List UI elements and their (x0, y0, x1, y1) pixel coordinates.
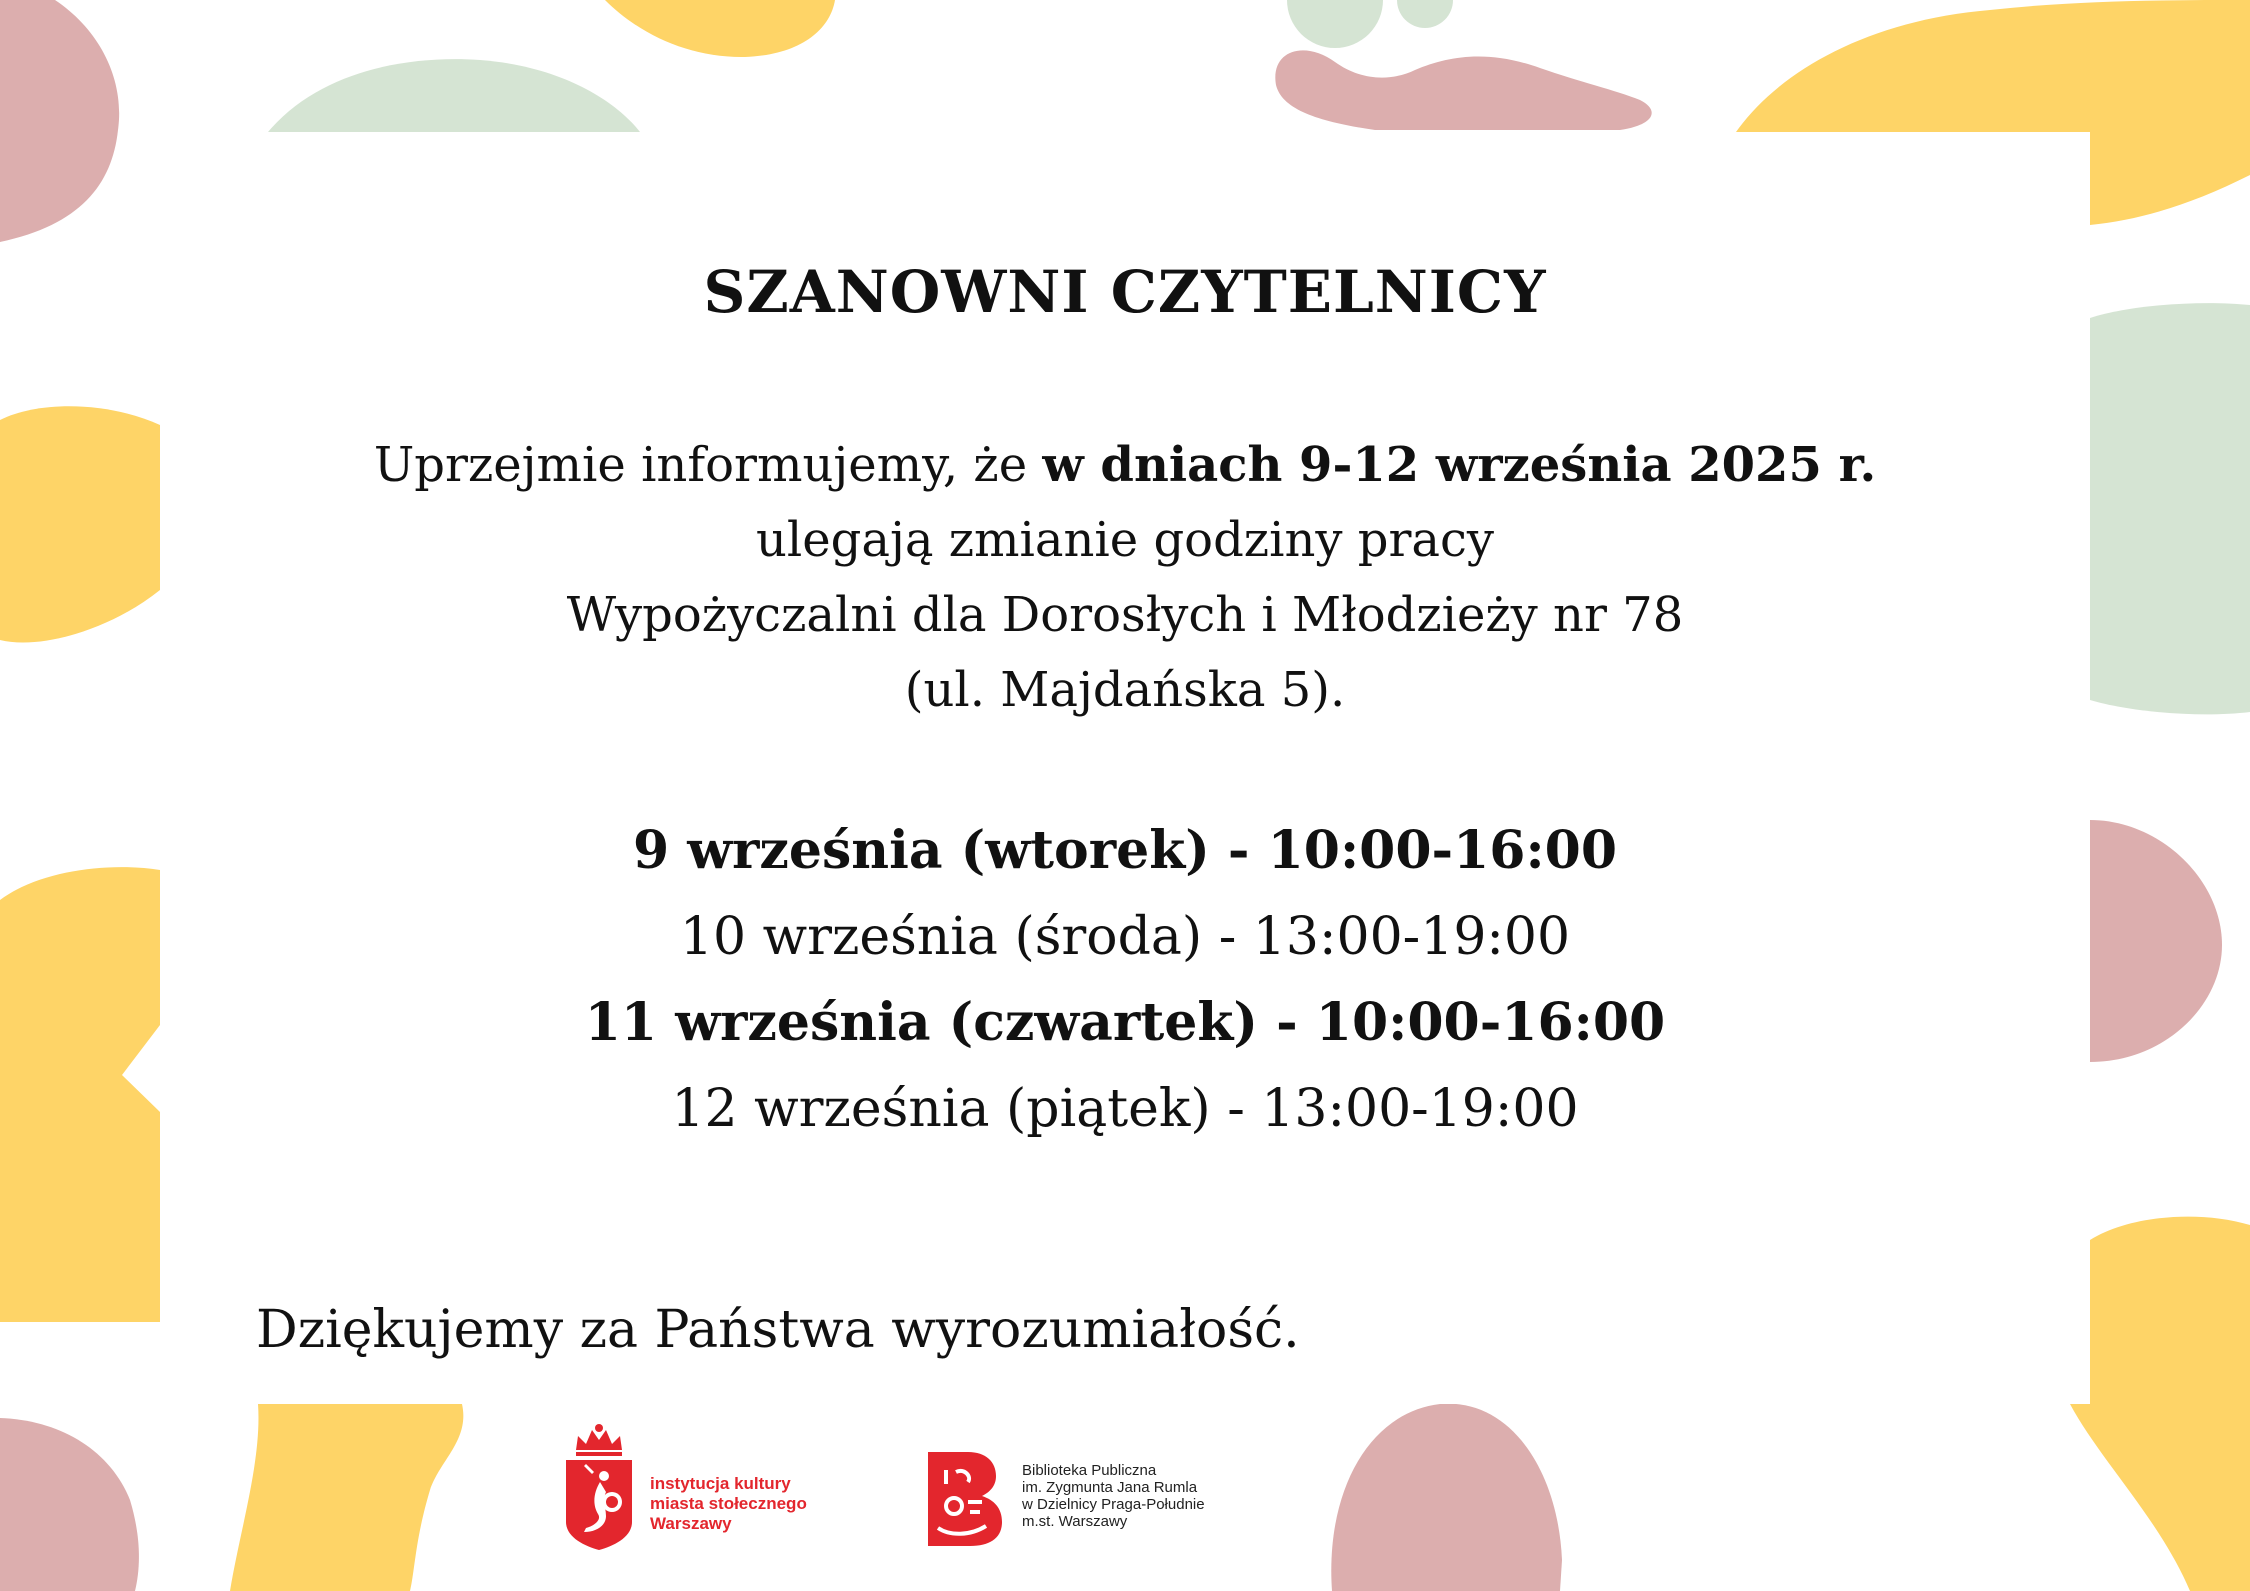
warsaw-coat-of-arms-icon (564, 1422, 634, 1552)
library-logo-line: m.st. Warszawy (1022, 1513, 1128, 1530)
library-b-logo-icon (924, 1448, 1004, 1548)
warsaw-logo-line: instytucja kultury (650, 1474, 791, 1493)
notice-title: SZANOWNI CZYTELNICY (703, 258, 1547, 326)
library-logo-text (1022, 1462, 1205, 1530)
schedule-list (0, 808, 2250, 1152)
library-logo (924, 1448, 1244, 1548)
library-logo-line: Biblioteka Publiczna (1022, 1462, 1157, 1479)
intro-dates: w dniach 9-12 września 2025 r. (1042, 437, 1877, 493)
notice-intro (0, 428, 2250, 728)
schedule-row: 12 września (piątek) - 13:00-19:00 (671, 1079, 1579, 1139)
intro-line-3: Wypożyczalni dla Dorosłych i Młodzieży nr 78 (566, 587, 1684, 643)
library-logo-line: im. Zygmunta Jana Rumla (1022, 1479, 1198, 1496)
intro-line-1-text: Uprzejmie informujemy, że (373, 437, 1043, 493)
warsaw-logo-text (650, 1474, 807, 1534)
warsaw-logo (564, 1422, 824, 1552)
warsaw-logo-line: miasta stołecznego (650, 1494, 807, 1513)
schedule-row: 9 września (wtorek) - 10:00-16:00 (632, 820, 1618, 881)
intro-line-4: (ul. Majdańska 5). (904, 662, 1346, 718)
intro-line-1 (0, 428, 2250, 503)
warsaw-logo-line: Warszawy (650, 1514, 732, 1533)
library-logo-line: w Dzielnicy Praga-Południe (1022, 1496, 1205, 1513)
schedule-row: 11 września (czwartek) - 10:00-16:00 (584, 992, 1666, 1053)
thanks-text: Dziękujemy za Państwa wyrozumiałość. (256, 1300, 1300, 1360)
intro-line-2: ulegają zmianie godziny pracy (755, 512, 1495, 568)
schedule-row: 10 września (środa) - 13:00-19:00 (679, 907, 1571, 967)
